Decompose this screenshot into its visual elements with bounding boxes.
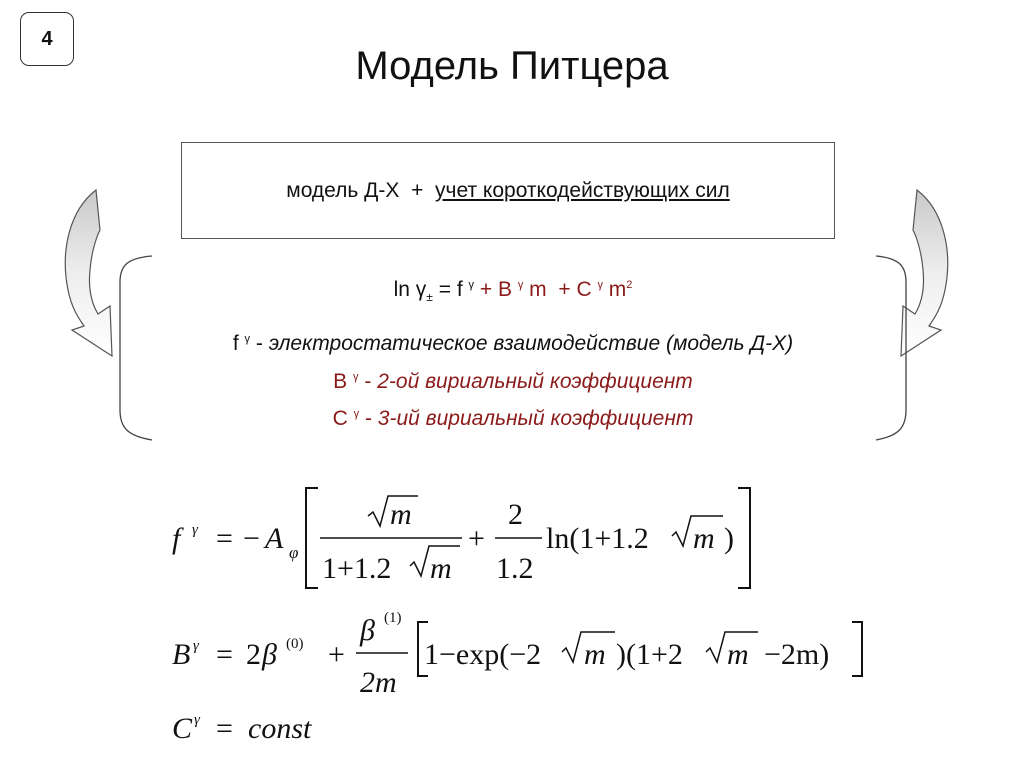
eq-f: f — [456, 278, 463, 301]
b-beta1-sym: β — [360, 614, 375, 647]
f-ln: ln(1+1.2 — [546, 522, 649, 555]
formula-b — [172, 610, 862, 699]
def-c-dash: - — [364, 407, 372, 430]
slide-number-badge: 4 — [20, 12, 74, 66]
formula-c — [172, 712, 312, 745]
eq-m: m — [529, 278, 547, 301]
def-f-symbol: f — [232, 332, 239, 355]
def-c-text: 3-ий вириальный коэффициент — [377, 407, 694, 430]
box-prefix: модель Д-Х — [286, 178, 400, 202]
b-beta0: (0) — [286, 636, 304, 652]
formula-f — [172, 488, 750, 588]
f-den1-m: m — [430, 552, 452, 585]
def-f-dash: - — [255, 332, 263, 355]
f-num2: 2 — [508, 498, 523, 531]
eq-B: B — [497, 278, 512, 301]
f-lhs-sup: γ — [192, 522, 198, 538]
f-den1: 1+1.2 — [322, 552, 392, 585]
eq-ln: ln — [393, 278, 410, 301]
c-lhs-sup: γ — [194, 712, 200, 728]
f-close: ) — [724, 522, 734, 555]
f-num1: m — [390, 498, 412, 531]
eq-gamma: γ — [415, 278, 427, 301]
def-b-dash: - — [364, 370, 372, 393]
f-den2: 1.2 — [496, 552, 534, 585]
b-lhs-sup: γ — [193, 638, 199, 654]
f-minus: − — [243, 522, 260, 555]
f-A: A — [265, 522, 284, 555]
def-b-sup: γ — [353, 371, 359, 383]
b-right-bracket — [852, 622, 862, 676]
def-b-symbol: B — [333, 370, 348, 393]
f-left-bracket — [306, 488, 318, 588]
box-plus: + — [411, 178, 424, 202]
def-c-symbol: C — [332, 407, 348, 430]
eq-m2: m — [608, 278, 627, 301]
eq-m2-exp: 2 — [626, 279, 633, 291]
f-right-bracket — [738, 488, 750, 588]
f-ln-m: m — [693, 522, 715, 555]
eq-f-sup: γ — [468, 279, 474, 291]
b-body3: −2m) — [764, 638, 830, 671]
b-beta1: (1) — [384, 610, 402, 626]
b-body2: )(1+2 — [616, 638, 683, 671]
f-lhs: f — [172, 522, 181, 555]
eq-B-sup: γ — [517, 279, 524, 291]
b-den: 2m — [360, 666, 397, 699]
eq-plus-1: + — [479, 278, 493, 301]
def-f-sup: γ — [244, 333, 251, 345]
eq-C: C — [576, 278, 592, 301]
slide-title: Модель Питцера — [355, 44, 669, 88]
b-plus: + — [328, 638, 345, 671]
eq-equals: = — [438, 278, 451, 301]
def-f-text: электростатическое взаимодействие (модель Д-Х) — [268, 332, 794, 355]
b-lhs: B — [172, 638, 191, 671]
b-m2: m — [727, 638, 749, 671]
eq-plus-2: + — [558, 278, 571, 301]
c-rhs: const — [248, 712, 312, 745]
def-c-sup: γ — [353, 408, 360, 420]
b-m1: m — [584, 638, 606, 671]
eq-C-sup: γ — [597, 279, 603, 291]
f-phi: φ — [289, 543, 299, 562]
c-lhs: C — [172, 712, 193, 745]
c-equals: = — [216, 712, 233, 745]
b-two: 2 — [246, 638, 261, 671]
def-b-text: 2-ой вириальный коэффициент — [377, 370, 693, 393]
f-plus: + — [468, 522, 485, 555]
f-equals: = — [216, 522, 233, 555]
b-body1: 1−exp(−2 — [424, 638, 542, 671]
box-underlined-text: учет короткодействующих сил — [435, 178, 730, 202]
b-beta: β — [262, 638, 277, 671]
b-equals: = — [216, 638, 233, 671]
eq-pm: ± — [426, 290, 433, 304]
